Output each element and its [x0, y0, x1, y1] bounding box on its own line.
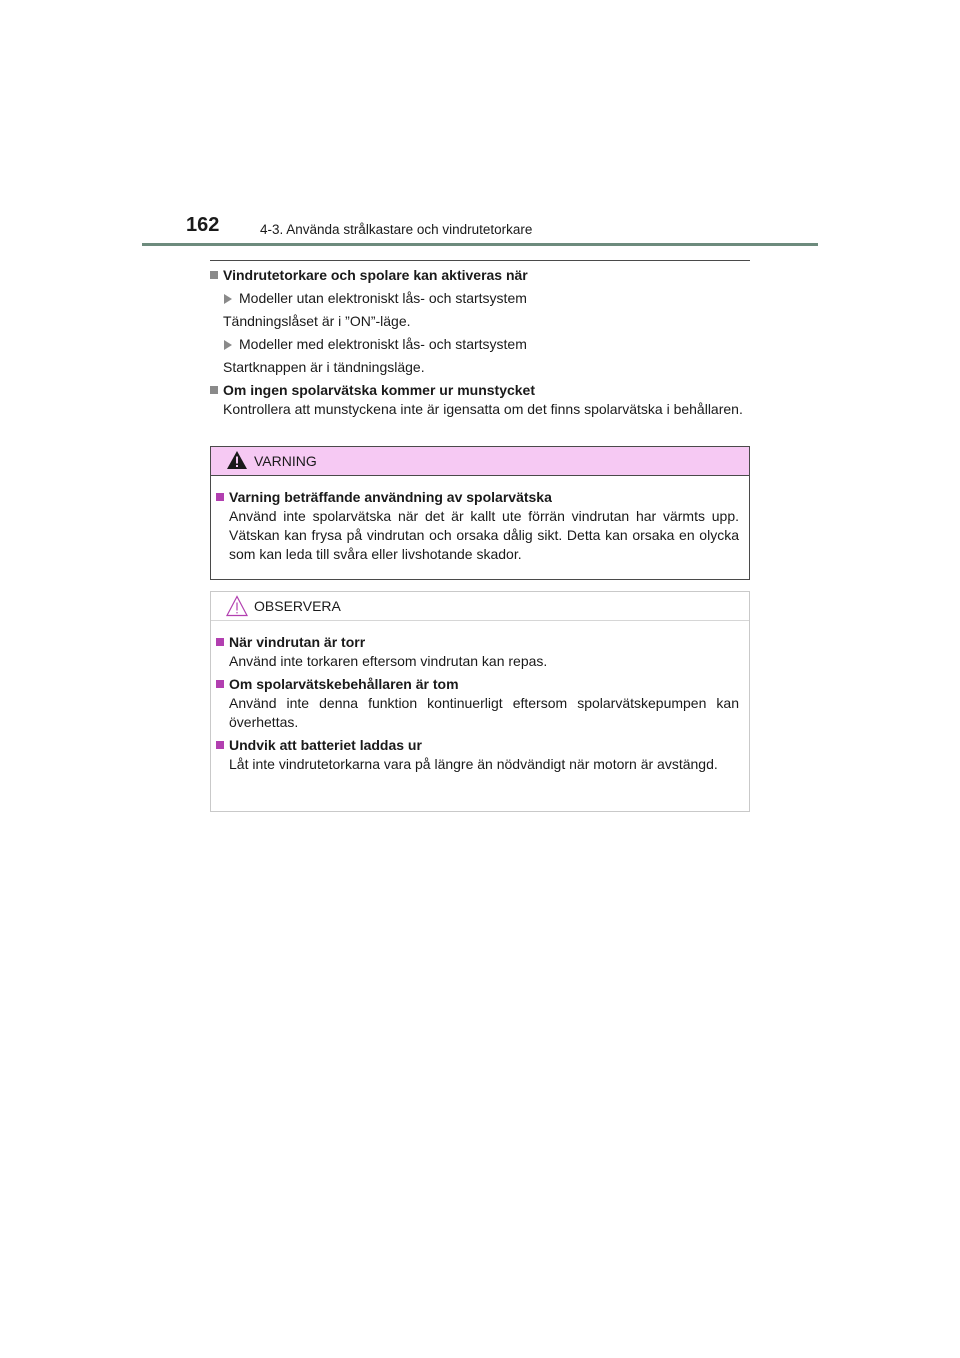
chapter-title: 4-3. Använda strålkastare och vindrutetorkare — [260, 222, 533, 237]
warning-box-body — [211, 476, 749, 564]
warning-triangle-icon — [226, 450, 248, 470]
page-number: 162 — [186, 214, 220, 236]
notice-box-body — [211, 621, 749, 774]
square-bullet-icon — [216, 741, 224, 749]
square-bullet-icon — [216, 680, 224, 688]
section-heading: Om ingen spolarvätska kommer ur munstycket — [210, 381, 750, 400]
warning-box-header — [211, 447, 749, 476]
model-subitem: Modeller med elektroniskt lås- och startsystem — [210, 335, 750, 354]
warning-box — [210, 446, 750, 580]
square-bullet-icon — [216, 638, 224, 646]
notice-text: Använd inte denna funktion kontinuerligt eftersom spolarvätskepumpen kan överhettas. — [229, 695, 739, 730]
square-bullet-icon — [210, 386, 218, 394]
model-subitem: Modeller utan elektroniskt lås- och startsystem — [210, 289, 750, 308]
main-content — [210, 266, 750, 419]
notice-title: OBSERVERA — [254, 598, 341, 614]
square-bullet-icon — [210, 271, 218, 279]
body-text: Tändningslåset är i ”ON”-läge. — [223, 313, 411, 329]
header-divider — [142, 243, 818, 246]
section-heading: Vindrutetorkare och spolare kan aktiveras när — [210, 266, 750, 285]
triangle-bullet-icon — [224, 340, 232, 350]
warning-title: VARNING — [254, 453, 317, 469]
square-bullet-icon — [216, 493, 224, 501]
warning-text: Använd inte spolarvätska när det är kallt ute förrän vindrutan har värmts upp. Vätskan kan frysa på vindrutan och orsaka dålig sikt. Detta kan orsaka en olycka som kan leda till svåra eller livshotande skador. — [229, 508, 739, 562]
notice-heading: Undvik att batteriet laddas ur — [216, 736, 739, 755]
body-text: Startknappen är i tändningsläge. — [223, 359, 425, 375]
notice-box — [210, 591, 750, 812]
warning-heading: Varning beträffande användning av spolarvätska — [216, 488, 739, 507]
notice-box-header — [211, 592, 749, 621]
triangle-bullet-icon — [224, 294, 232, 304]
caution-triangle-outline-icon — [226, 595, 248, 617]
notice-text: Låt inte vindrutetorkarna vara på längre än nödvändigt när motorn är avstängd. — [229, 756, 718, 772]
section-divider — [210, 260, 750, 261]
notice-heading: När vindrutan är torr — [216, 633, 739, 652]
notice-text: Använd inte torkaren eftersom vindrutan kan repas. — [229, 653, 548, 669]
notice-heading: Om spolarvätskebehållaren är tom — [216, 675, 739, 694]
body-text: Kontrollera att munstyckena inte är igensatta om det finns spolarvätska i behållaren. — [223, 401, 743, 417]
